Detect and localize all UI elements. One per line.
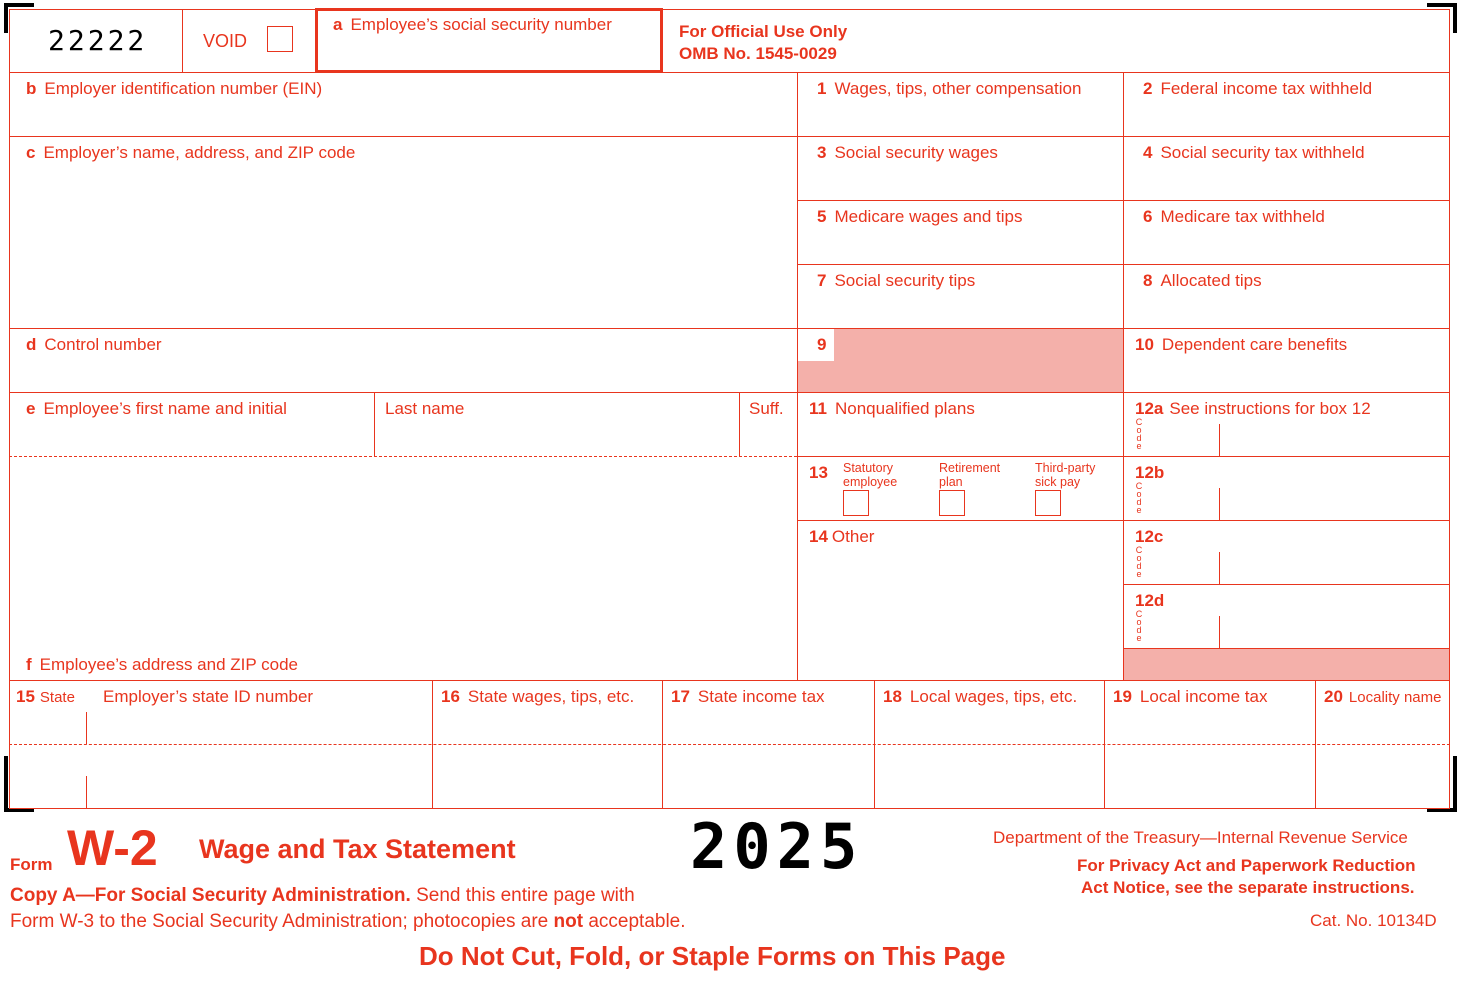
box-f-label: f Employee’s address and ZIP code [26,655,298,674]
box-15-label: 15 State [16,687,75,706]
grid-line-row11 [9,680,1450,681]
retirement-plan-checkbox[interactable] [939,490,965,516]
box-13-thirdparty-label: Third-party sick pay [1035,461,1096,489]
grid-line-dashed-state [9,744,1450,745]
box-12d-label: 12d [1135,591,1165,610]
grid-vline-12c [1219,552,1220,584]
box-a-text: Employee’s social security number [350,15,612,34]
catalog-number: Cat. No. 10134D [1310,911,1437,930]
box-13-retirement-label: Retirement plan [939,461,1001,489]
box-12-shade [1124,649,1449,680]
grid-line-row5 [9,328,1450,329]
grid-vline-left [9,9,10,808]
copy-a-line2: Form W-3 to the Social Security Administration; photocopies are not acceptable. [10,911,686,932]
box-12d-code-text: C o d e [1135,609,1143,643]
box-2-label: 2 Federal income tax withheld [1143,79,1373,98]
grid-vline-18 [874,680,875,808]
do-not-cut-notice: Do Not Cut, Fold, or Staple Forms on This Page [419,941,1006,971]
box-e-last-name-label: Last name [385,399,465,418]
box-4-label: 4 Social security tax withheld [1143,143,1365,162]
box-5-label: 5 Medicare wages and tips [817,207,1023,226]
box-16-label: 16 State wages, tips, etc. [441,687,635,706]
grid-line-row6 [9,392,1450,393]
grid-vline-16 [432,680,433,808]
privacy-notice-line2: Act Notice, see the separate instructions. [1081,878,1415,897]
grid-line-row1 [9,72,1450,73]
void-label: VOID [203,31,248,51]
form-code: 22222 [48,24,148,57]
grid-vline-15a [86,712,87,744]
grid-vline-code [182,9,183,72]
corner-mark-br-v [1453,756,1457,812]
box-a-label [333,15,612,35]
box-7-label: 7 Social security tips [817,271,976,290]
copy-a-line1: Copy A—For Social Security Administration. Send this entire page with [10,885,635,906]
grid-vline-right-col [1123,72,1124,680]
tax-year: 2025 [690,810,864,883]
form-name: W-2 [67,820,158,876]
grid-vline-lastname [374,392,375,456]
box-17-label: 17 State income tax [671,687,825,706]
grid-line-dashed-e [9,456,797,457]
box-3-label: 3 Social security wages [817,143,998,162]
corner-mark-tl-h [4,3,34,7]
form-title: Wage and Tax Statement [199,834,516,864]
box-12b-label: 12b [1135,463,1165,482]
box-8-label: 8 Allocated tips [1143,271,1262,290]
box-12b-code-text: C o d e [1135,481,1143,515]
box-e-suffix-label: Suff. [749,399,784,418]
grid-line-bottom [9,808,1450,809]
grid-vline-suffix [739,392,740,456]
corner-mark-tr-v [1453,3,1457,33]
box-20-label: 20 Locality name [1324,687,1442,706]
corner-mark-tl-v [4,3,8,33]
box-9-shade [798,329,1123,392]
box-a-letter: a [333,15,343,34]
box-12a-label: 12a See instructions for box 12 [1135,399,1371,418]
box-15-state-id-label: Employer’s state ID number [103,687,314,706]
box-e-label: e Employee’s first name and initial [26,399,287,418]
omb-number: OMB No. 1545-0029 [679,44,837,63]
grid-vline-12b [1219,488,1220,520]
grid-vline-20 [1315,680,1316,808]
grid-vline-19 [1104,680,1105,808]
box-19-label: 19 Local income tax [1113,687,1268,706]
box-13-number: 13 [809,463,828,482]
privacy-notice-line1: For Privacy Act and Paperwork Reduction [1077,856,1416,875]
grid-line-row2 [9,136,1450,137]
box-12c-code-text: C o d e [1135,545,1143,579]
box-18-label: 18 Local wages, tips, etc. [883,687,1078,706]
box-12c-label: 12c [1135,527,1164,546]
box-13-statutory-label: Statutory employee [843,461,898,489]
box-c-label: c Employer’s name, address, and ZIP code [26,143,356,162]
grid-vline-12d [1219,616,1220,648]
dept-treasury: Department of the Treasury—Internal Revenue Service [993,828,1408,847]
box-d-label: d Control number [26,335,162,354]
grid-line-top [9,9,1450,10]
grid-vline-15b [86,776,87,808]
statutory-employee-checkbox[interactable] [843,490,869,516]
box-9-label: 9 [817,335,827,354]
void-checkbox[interactable] [267,26,293,52]
grid-vline-17 [662,680,663,808]
box-6-label: 6 Medicare tax withheld [1143,207,1325,226]
box-10-label: 10 Dependent care benefits [1135,335,1348,354]
form-word: Form [10,855,53,874]
box-11-label: 11 Nonqualified plans [809,399,975,418]
box-12a-code-text: C o d e [1135,417,1143,451]
box-1-label: 1 Wages, tips, other compensation [817,79,1082,98]
grid-line-row9 [1123,584,1450,585]
corner-mark-bl-v [4,756,8,812]
box-14-label: 14 Other [809,527,875,546]
grid-vline-right [1449,9,1450,808]
box-b-label: b Employer identification number (EIN) [26,79,323,98]
official-use-line1: For Official Use Only [679,22,848,41]
grid-vline-12a [1219,424,1220,456]
third-party-sick-pay-checkbox[interactable] [1035,490,1061,516]
